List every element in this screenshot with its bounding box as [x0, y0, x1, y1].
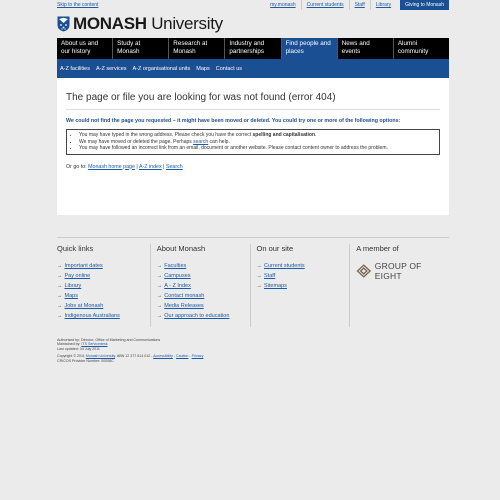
footer-link-indigenous[interactable]: → Indigenous Australians [57, 311, 150, 321]
caution-link[interactable]: Caution [176, 354, 189, 359]
subnav-az-org-units[interactable]: A-Z organisational units [132, 65, 191, 72]
skip-to-content-link[interactable]: Skip to the content [57, 2, 99, 8]
monash-home-link[interactable]: Monash home page [88, 163, 135, 170]
group-of-eight-logo[interactable] [356, 261, 449, 281]
top-bar [57, 0, 449, 11]
subnav-az-facilities[interactable]: A-Z facilities [60, 65, 90, 72]
privacy-link[interactable]: Privacy [191, 354, 204, 359]
search-page-link[interactable]: Search [165, 163, 183, 170]
footer-heading: Quick links [57, 244, 94, 253]
group-of-eight-diamond-icon [356, 264, 372, 278]
last-updated: Last updated: 04 July 2011 [57, 346, 100, 351]
monash-crest-icon [57, 16, 70, 32]
go-to-links: Or go to: Monash home page | A-Z index | Search [66, 163, 183, 170]
footer-about-monash [150, 244, 250, 327]
footer-member-of [349, 244, 449, 327]
footer-link-jobs[interactable]: → Jobs at Monash [57, 301, 150, 311]
subnav-contact-us[interactable]: Contact us [215, 65, 243, 72]
utility-link-current-students[interactable]: Current students [301, 0, 349, 10]
footer-link-sitemaps[interactable]: → Sitemaps [257, 281, 350, 291]
monash-university-link[interactable]: Monash University [85, 354, 116, 359]
footer-heading: On our site [256, 244, 294, 253]
footer-link-library[interactable]: → Library [57, 281, 150, 291]
search-link[interactable]: search [193, 138, 209, 145]
nav-study[interactable]: Study at Monash [113, 38, 169, 59]
footer-on-our-site [250, 244, 350, 327]
utility-link-my-monash[interactable]: my.monash [270, 2, 296, 8]
reason-item: • You may have typed in the wrong address. Please check you have the correct spelling and capitalisation. [79, 132, 433, 139]
subnav-az-services[interactable]: A-Z services [95, 65, 127, 72]
nav-about-us[interactable]: About us and our history [57, 38, 113, 59]
logo-wordmark: MONASH University [73, 14, 223, 33]
footer-link-current-students[interactable]: → Current students [257, 261, 350, 271]
error-intro: We could not find the page you requested – it might have been moved or deleted. You could try one or more of the following options: [66, 118, 401, 124]
reason-item: • We may have moved or deleted the page. Perhaps search can help. [79, 139, 433, 146]
utility-links [265, 0, 449, 10]
nav-find-people[interactable]: Find people and places [282, 38, 338, 59]
utility-link-library[interactable]: Library [370, 0, 396, 10]
group-of-eight-text: GROUP OF EIGHT [374, 261, 422, 281]
footer-link-az-index[interactable]: → A - Z Index [157, 281, 250, 291]
az-index-link[interactable]: A-Z index [138, 163, 162, 170]
nav-research[interactable]: Research at Monash [169, 38, 225, 59]
nav-news-events[interactable]: News and events [338, 38, 394, 59]
reason-item: • You may have followed an incorrect link from an email, document or another website. Please contact content owner to address the problem. [79, 145, 433, 152]
footer-link-pay-online[interactable]: → Pay online [57, 271, 150, 281]
footer-link-education[interactable]: → Our approach to education [157, 311, 250, 321]
footer-small-print [57, 338, 449, 363]
maintained-by: Maintained by: ITS Servicedesk [57, 342, 108, 347]
its-servicedesk-link[interactable]: ITS Servicedesk [81, 342, 108, 347]
sub-navigation [57, 59, 449, 78]
footer-link-media[interactable]: → Media Releases [157, 301, 250, 311]
nav-industry[interactable]: Industry and partnerships [225, 38, 281, 59]
footer-link-faculties[interactable]: → Faculties [157, 261, 250, 271]
error-content-panel [57, 78, 449, 215]
error-reasons-list [66, 129, 440, 155]
page-title: The page or file you are looking for was not found (error 404) [66, 92, 440, 110]
main-navigation [57, 38, 449, 59]
copyright: Copyright © 2011 Monash University. ABN 12 377 614 012 - Accessibility - Caution - Privacy [57, 354, 204, 359]
subnav-maps[interactable]: Maps [196, 65, 210, 72]
footer-heading: About Monash [156, 244, 206, 253]
footer-link-contact[interactable]: → Contact monash [157, 291, 250, 301]
utility-link-staff[interactable]: Staff [349, 0, 370, 10]
cricos-number: CRICOS Provider Number: 00008C [57, 358, 114, 363]
footer-link-staff[interactable]: → Staff [257, 271, 350, 281]
accessibility-link[interactable]: Accessibility [153, 354, 173, 359]
footer-columns [57, 237, 449, 327]
monash-logo[interactable] [57, 14, 449, 34]
footer-heading: A member of [356, 244, 399, 253]
footer-link-important-dates[interactable]: → Important dates [57, 261, 150, 271]
nav-alumni[interactable]: Alumni community [397, 40, 429, 55]
footer-quick-links [57, 244, 150, 327]
footer-link-campuses[interactable]: → Campuses [157, 271, 250, 281]
giving-to-monash-button[interactable]: Giving to Monash [400, 0, 449, 10]
authorised-by: Authorised by: Director, Office of Marketing and Communications [57, 338, 161, 342]
footer-link-maps[interactable]: → Maps [57, 291, 150, 301]
